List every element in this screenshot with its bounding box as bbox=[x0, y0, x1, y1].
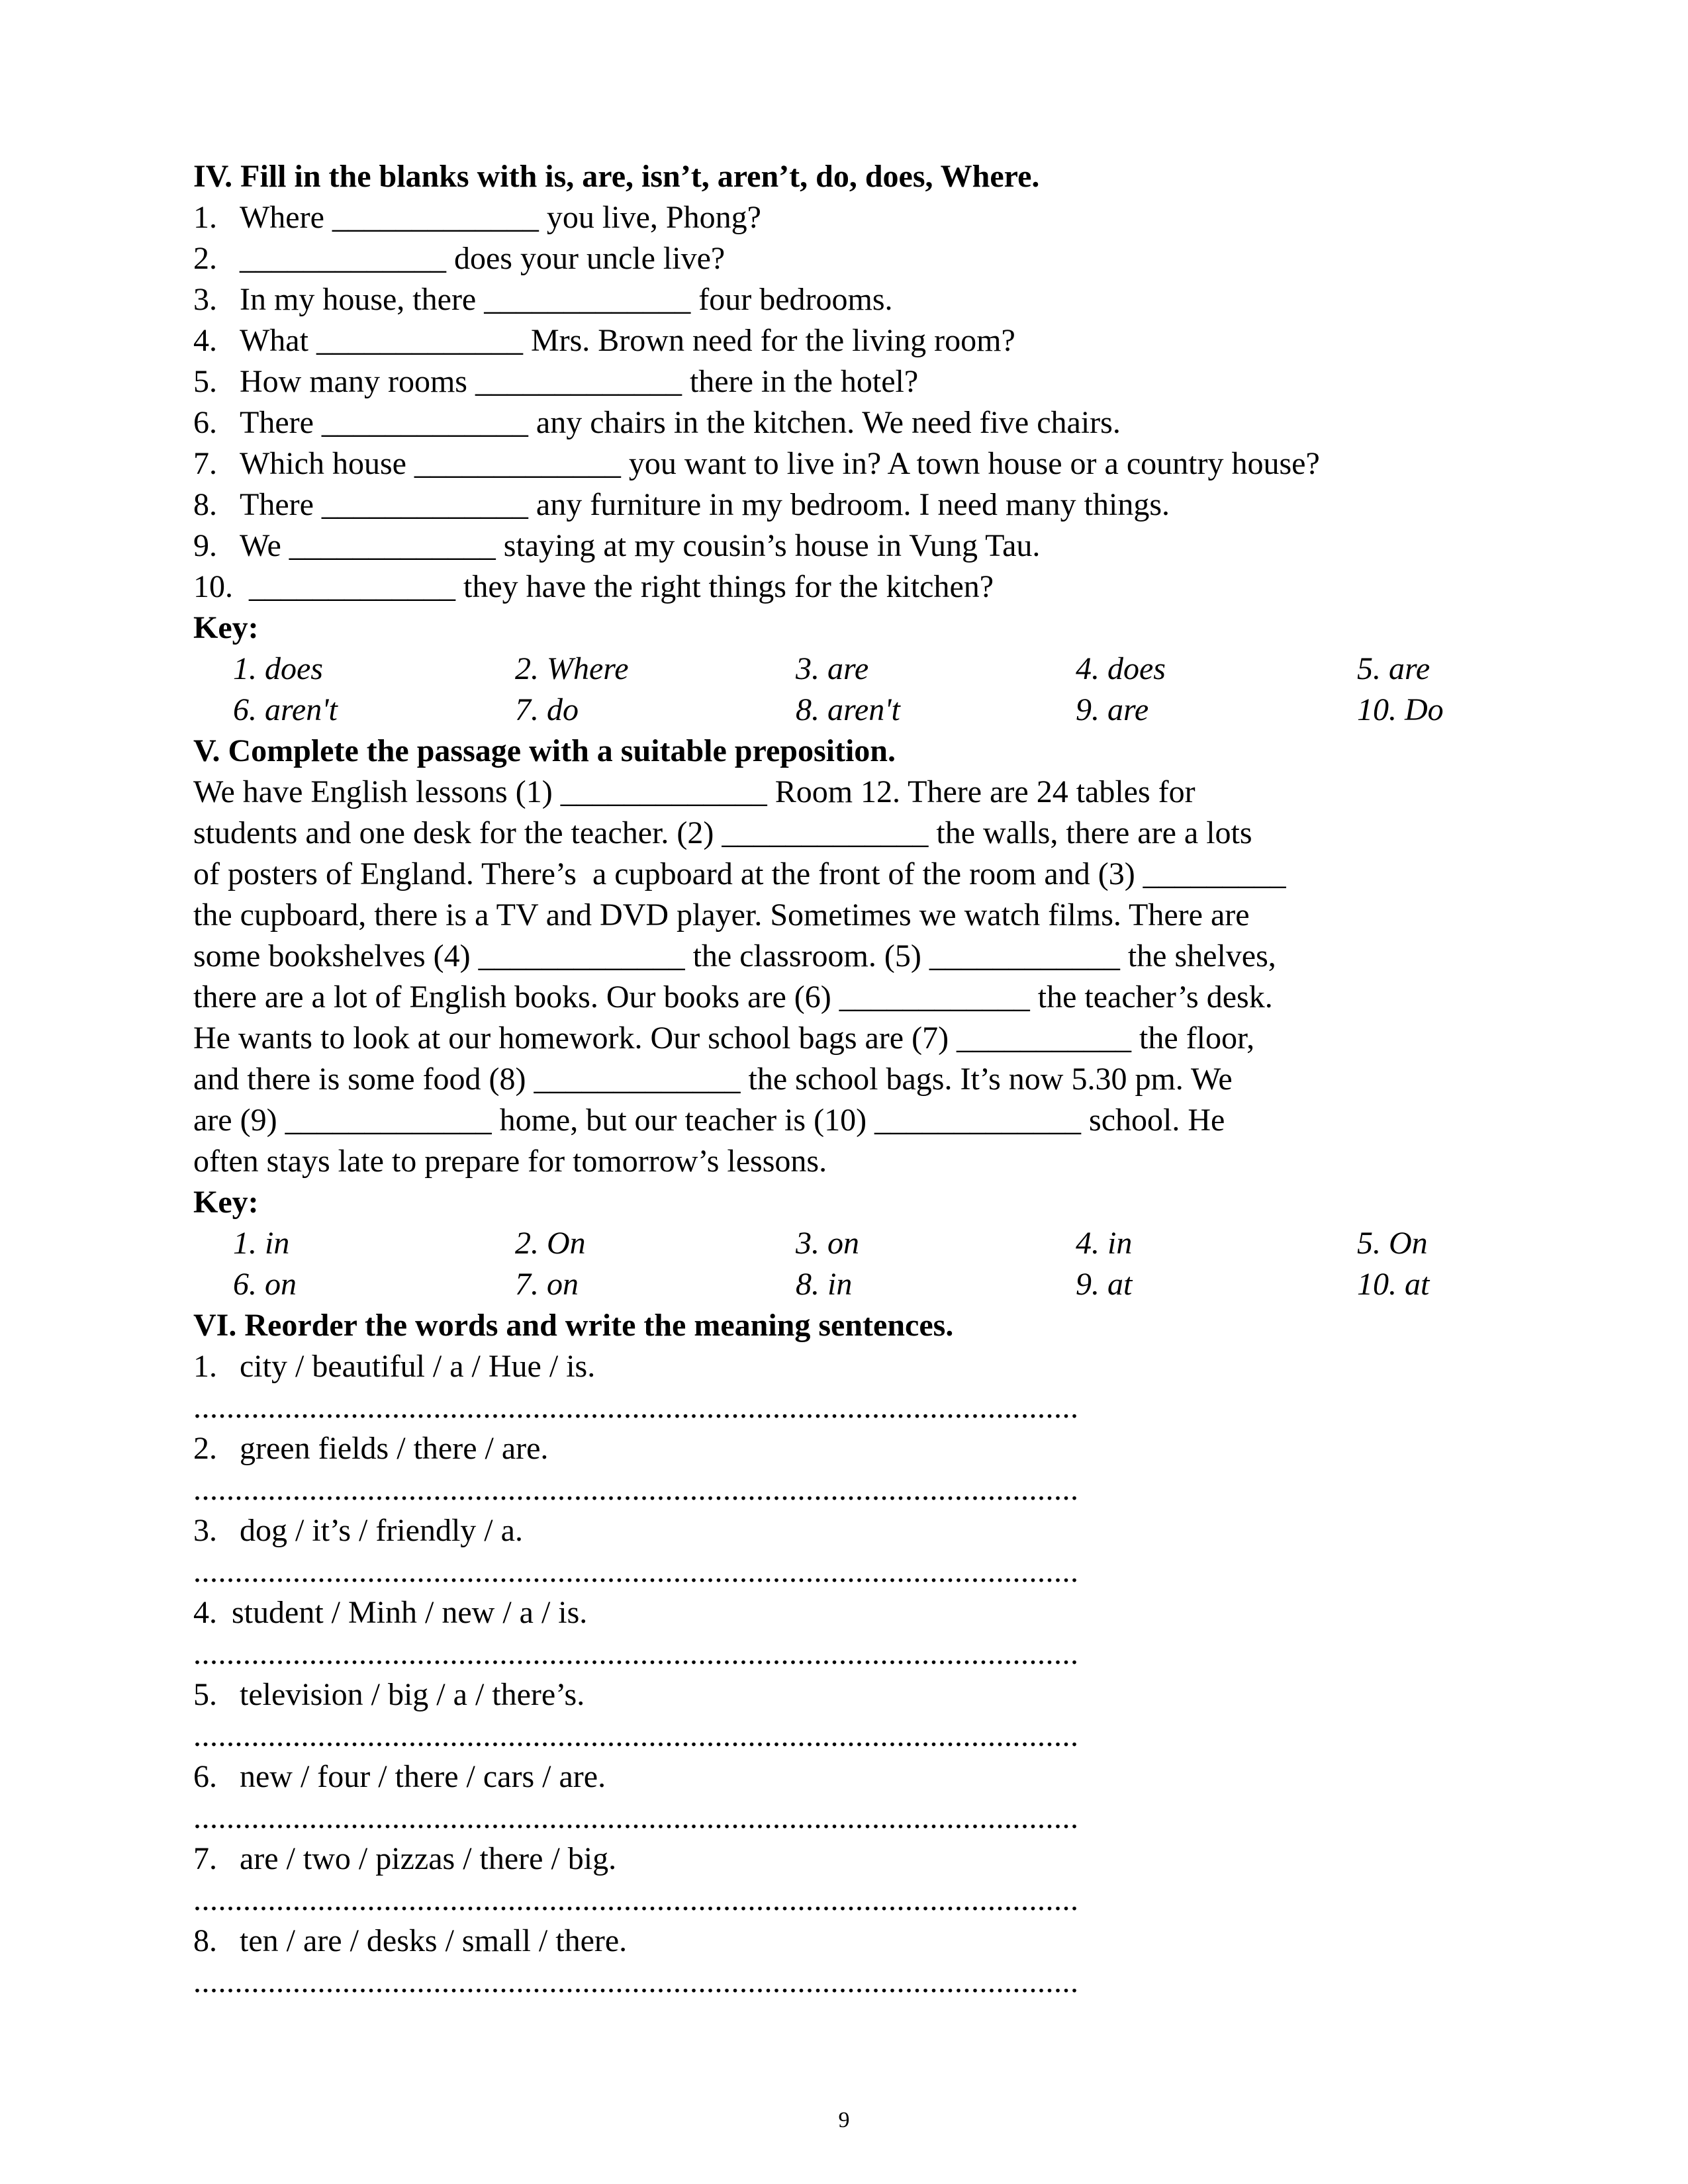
s5-key-7: 7. on bbox=[515, 1267, 579, 1302]
s6-item-5-num: 5. bbox=[193, 1677, 217, 1712]
s5-key-9: 9. at bbox=[1076, 1267, 1133, 1302]
s5-passage-line: of posters of England. There’s a cupboard at the front of the room and (3) _________ bbox=[193, 856, 1286, 891]
s4-item-6-text: There _____________ any chairs in the kitchen. We need five chairs. bbox=[240, 405, 1121, 440]
s6-answer-line-7[interactable]: ........................................................................................................... bbox=[193, 1882, 1079, 1917]
s4-item-1-text: Where _____________ you live, Phong? bbox=[240, 200, 761, 235]
s5-passage-line: He wants to look at our homework. Our school bags are (7) ___________ the floor, bbox=[193, 1021, 1255, 1056]
s6-item-4-text: student / Minh / new / a / is. bbox=[232, 1595, 588, 1630]
s5-passage-line: the cupboard, there is a TV and DVD player. Sometimes we watch films. There are bbox=[193, 897, 1250, 933]
s4-item-7-text: Which house _____________ you want to live in? A town house or a country house? bbox=[240, 446, 1320, 481]
s4-key-9: 9. are bbox=[1076, 692, 1149, 727]
s6-answer-line-4[interactable]: ........................................................................................................... bbox=[193, 1636, 1079, 1671]
s5-passage-line: some bookshelves (4) _____________ the classroom. (5) ____________ the shelves, bbox=[193, 938, 1276, 974]
s5-key-5: 5. On bbox=[1357, 1226, 1428, 1261]
s5-key-10: 10. at bbox=[1357, 1267, 1430, 1302]
s4-key-8: 8. aren't bbox=[796, 692, 900, 727]
s4-key-1: 1. does bbox=[233, 651, 323, 686]
s5-passage-line: We have English lessons (1) _____________ Room 12. There are 24 tables for bbox=[193, 774, 1196, 809]
s4-item-10-num: 10. bbox=[193, 569, 233, 604]
s5-key-1: 1. in bbox=[233, 1226, 290, 1261]
s6-item-1-num: 1. bbox=[193, 1349, 217, 1384]
s4-key-3: 3. are bbox=[796, 651, 869, 686]
s6-item-7-text: are / two / pizzas / there / big. bbox=[240, 1841, 617, 1876]
s5-key-8: 8. in bbox=[796, 1267, 853, 1302]
s4-item-7-num: 7. bbox=[193, 446, 217, 481]
s6-answer-line-5[interactable]: ........................................................................................................... bbox=[193, 1718, 1079, 1753]
section-4-heading: IV. Fill in the blanks with is, are, isn’t, aren’t, do, does, Where. bbox=[193, 159, 1040, 194]
s6-answer-line-3[interactable]: ........................................................................................................... bbox=[193, 1554, 1079, 1589]
s4-item-2-text: _____________ does your uncle live? bbox=[240, 241, 726, 276]
s5-passage-line: there are a lot of English books. Our books are (6) ____________ the teacher’s desk. bbox=[193, 979, 1273, 1015]
s4-key-5: 5. are bbox=[1357, 651, 1430, 686]
s5-passage-line: are (9) _____________ home, but our teacher is (10) _____________ school. He bbox=[193, 1103, 1225, 1138]
s4-item-10-text: _____________ they have the right things for the kitchen? bbox=[249, 569, 994, 604]
s6-item-8-num: 8. bbox=[193, 1923, 217, 1958]
s6-item-6-num: 6. bbox=[193, 1759, 217, 1794]
s6-answer-line-8[interactable]: ........................................................................................................... bbox=[193, 1964, 1079, 1999]
s4-item-8-num: 8. bbox=[193, 487, 217, 522]
s4-item-4-num: 4. bbox=[193, 323, 217, 358]
page-number: 9 bbox=[838, 2108, 850, 2132]
s4-item-6-num: 6. bbox=[193, 405, 217, 440]
s5-key-6: 6. on bbox=[233, 1267, 297, 1302]
s4-item-4-text: What _____________ Mrs. Brown need for the living room? bbox=[240, 323, 1015, 358]
s4-item-5-text: How many rooms _____________ there in the hotel? bbox=[240, 364, 919, 399]
s6-item-1-text: city / beautiful / a / Hue / is. bbox=[240, 1349, 596, 1384]
s5-key-label: Key: bbox=[193, 1185, 259, 1220]
s4-item-3-text: In my house, there _____________ four bedrooms. bbox=[240, 282, 893, 317]
s4-key-6: 6. aren't bbox=[233, 692, 338, 727]
s5-passage-line: and there is some food (8) _____________ the school bags. It’s now 5.30 pm. We bbox=[193, 1062, 1233, 1097]
s5-key-4: 4. in bbox=[1076, 1226, 1133, 1261]
s4-item-5-num: 5. bbox=[193, 364, 217, 399]
s5-passage-line: students and one desk for the teacher. (2) _____________ the walls, there are a lots bbox=[193, 815, 1252, 850]
s5-passage-line: often stays late to prepare for tomorrow’s lessons. bbox=[193, 1144, 827, 1179]
s6-item-6-text: new / four / there / cars / are. bbox=[240, 1759, 606, 1794]
s4-item-9-text: We _____________ staying at my cousin’s house in Vung Tau. bbox=[240, 528, 1041, 563]
s4-key-4: 4. does bbox=[1076, 651, 1166, 686]
section-5-heading: V. Complete the passage with a suitable preposition. bbox=[193, 733, 896, 768]
s6-item-7-num: 7. bbox=[193, 1841, 217, 1876]
s6-item-3-text: dog / it’s / friendly / a. bbox=[240, 1513, 523, 1548]
s4-item-8-text: There _____________ any furniture in my bedroom. I need many things. bbox=[240, 487, 1170, 522]
s6-item-3-num: 3. bbox=[193, 1513, 217, 1548]
s6-answer-line-1[interactable]: ........................................................................................................... bbox=[193, 1390, 1079, 1425]
s4-key-7: 7. do bbox=[515, 692, 579, 727]
s6-item-2-text: green fields / there / are. bbox=[240, 1431, 549, 1466]
s4-item-3-num: 3. bbox=[193, 282, 217, 317]
s5-key-3: 3. on bbox=[796, 1226, 859, 1261]
s6-item-4-num: 4. bbox=[193, 1595, 217, 1630]
section-6-heading: VI. Reorder the words and write the meaning sentences. bbox=[193, 1308, 954, 1343]
s6-answer-line-2[interactable]: ........................................................................................................... bbox=[193, 1472, 1079, 1507]
s6-item-8-text: ten / are / desks / small / there. bbox=[240, 1923, 628, 1958]
s6-item-5-text: television / big / a / there’s. bbox=[240, 1677, 585, 1712]
s6-answer-line-6[interactable]: ........................................................................................................... bbox=[193, 1800, 1079, 1835]
s4-key-10: 10. Do bbox=[1357, 692, 1444, 727]
s4-key-label: Key: bbox=[193, 610, 259, 645]
s4-key-2: 2. Where bbox=[515, 651, 629, 686]
s4-item-9-num: 9. bbox=[193, 528, 217, 563]
s5-key-2: 2. On bbox=[515, 1226, 586, 1261]
s4-item-2-num: 2. bbox=[193, 241, 217, 276]
s4-item-1-num: 1. bbox=[193, 200, 217, 235]
s6-item-2-num: 2. bbox=[193, 1431, 217, 1466]
